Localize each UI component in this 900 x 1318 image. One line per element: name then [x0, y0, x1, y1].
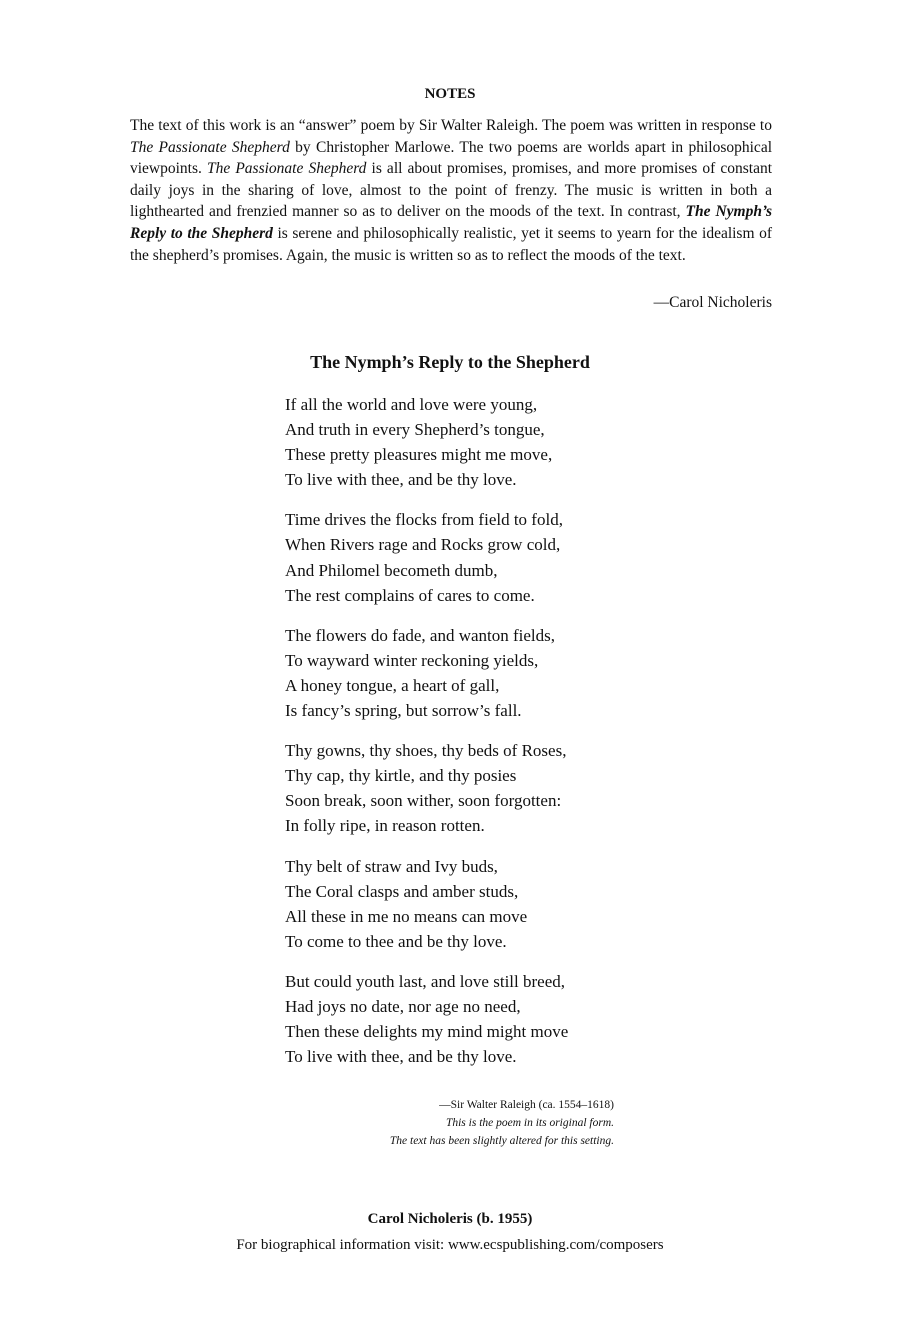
poem-line: Is fancy’s spring, but sorrow’s fall.: [285, 701, 522, 721]
notes-body: [130, 115, 772, 266]
poem-line: The Coral clasps and amber studs,: [285, 881, 519, 901]
poem-line: And Philomel becometh dumb,: [285, 560, 498, 580]
poem-line: If all the world and love were young,: [285, 395, 538, 414]
poem-line: To live with thee, and be thy love.: [285, 470, 517, 490]
poem-line: Thy gowns, thy shoes, thy beds of Roses,: [285, 741, 567, 761]
poem-line: To come to thee and be thy love.: [285, 931, 507, 951]
notes-signature: —Carol Nicholeris: [653, 294, 772, 311]
stanza: [285, 969, 685, 1069]
poem-attribution: [390, 1096, 614, 1150]
poem-line: These pretty pleasures might me move,: [285, 445, 553, 465]
poem-line: Then these delights my mind might move: [285, 1022, 569, 1042]
notes-title-ref-3: The Nymph’s Reply to the Shepherd: [130, 203, 772, 242]
poem-title: The Nymph’s Reply to the Shepherd: [310, 352, 590, 372]
notes-text-3: is all about promises, promises, and more promises of constant daily joys in the sharing of love, almost to the point of frenzy. The music is written in both a lighthearted and frenzied manner so as to deliver on the moods of the text. In contrast,: [130, 160, 773, 221]
stanza: [285, 738, 685, 838]
notes-title-ref-2: The Passionate Shepherd: [207, 160, 367, 178]
poem-line: And truth in every Shepherd’s tongue,: [285, 420, 545, 440]
notes-heading: NOTES: [424, 86, 476, 102]
poem-note-altered: The text has been slightly altered for this setting.: [389, 1135, 614, 1147]
composer-name: Carol Nicholeris (b. 1955): [367, 1211, 533, 1227]
poem-line: Had joys no date, nor age no need,: [285, 996, 521, 1016]
notes-title-ref-1: The Passionate Shepherd: [130, 138, 290, 156]
poem-line: Soon break, soon wither, soon forgotten:: [285, 791, 562, 811]
poem-line: To wayward winter reckoning yields,: [285, 650, 539, 670]
stanza: [285, 507, 685, 607]
poem-line: Time drives the flocks from field to fold,: [285, 510, 563, 530]
stanza: [285, 392, 685, 492]
poem-line: The flowers do fade, and wanton fields,: [285, 625, 556, 645]
poem-line: To live with thee, and be thy love.: [285, 1047, 517, 1067]
notes-text-4: is serene and philosophically realistic, yet it seems to yearn for the idealism of the shepherd’s promises. Again, the music is written so as to reflect the moods of the text.: [130, 224, 773, 264]
poem-line: In folly ripe, in reason rotten.: [285, 816, 485, 836]
stanza: [285, 854, 685, 954]
poem-line: Thy belt of straw and Ivy buds,: [285, 856, 498, 876]
poem-line: A honey tongue, a heart of gall,: [285, 675, 500, 695]
notes-text-1: The text of this work is an “answer” poem by Sir Walter Raleigh. The poem was written in response to: [130, 117, 772, 134]
poem: [285, 392, 685, 1084]
composer-bio-link: For biographical information visit: www.ecspublishing.com/composers: [236, 1237, 664, 1253]
poem-line: But could youth last, and love still breed,: [285, 971, 565, 991]
poem-line: When Rivers rage and Rocks grow cold,: [285, 535, 561, 555]
poem-note-original: This is the poem in its original form.: [445, 1117, 614, 1129]
stanza: [285, 623, 685, 723]
poem-author: —Sir Walter Raleigh (ca. 1554–1618): [439, 1099, 614, 1111]
poem-line: All these in me no means can move: [285, 906, 528, 926]
poem-line: The rest complains of cares to come.: [285, 585, 535, 605]
notes-text-2: by Christopher Marlowe. The two poems are worlds apart in philosophical viewpoints.: [130, 138, 773, 178]
poem-line: Thy cap, thy kirtle, and thy posies: [285, 766, 517, 786]
